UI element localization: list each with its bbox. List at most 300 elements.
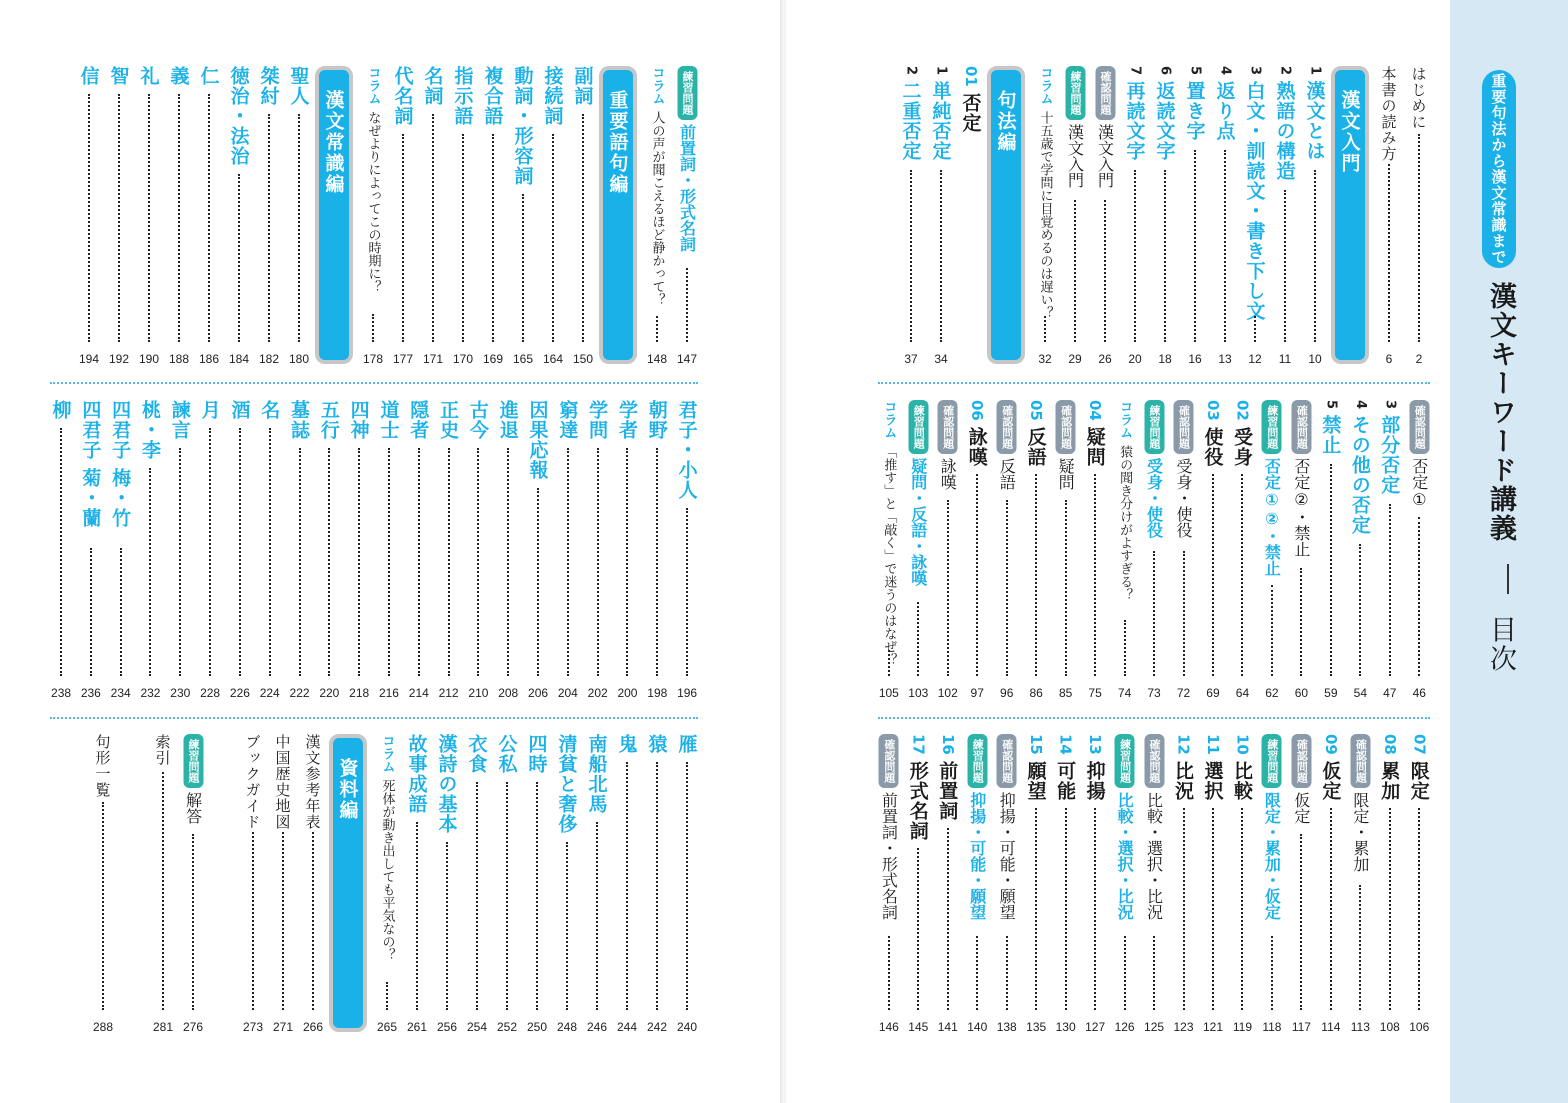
toc-entry-text (256, 66, 283, 106)
dot-leader (239, 428, 241, 676)
dot-leader (418, 448, 420, 676)
toc-entry[interactable] (495, 400, 521, 700)
toc-entry[interactable] (404, 734, 430, 1034)
dot-leader (1300, 568, 1302, 676)
toc-entry-text (995, 400, 1018, 490)
page-number: 72 (1176, 686, 1191, 700)
toc-entry[interactable] (644, 734, 670, 1034)
toc-entry-text (435, 400, 462, 440)
toc-entry[interactable] (524, 734, 550, 1034)
toc-entry[interactable] (180, 734, 206, 1034)
toc-entry[interactable] (965, 400, 990, 700)
keyword-title: 猿 (645, 734, 668, 754)
page-number: 69 (1206, 686, 1220, 700)
exercise-title: 比較・選択・比況 (1115, 792, 1135, 920)
toc-entry[interactable] (1062, 66, 1088, 366)
toc-entry-text (1349, 734, 1372, 872)
toc-entry[interactable] (1053, 400, 1078, 700)
chapter-number: 05 (1027, 400, 1046, 421)
toc-entry[interactable] (1032, 66, 1058, 366)
toc-entry[interactable] (1171, 400, 1196, 700)
toc-entry[interactable] (584, 734, 610, 1034)
exercise-title: 受身・使役 (1144, 458, 1164, 538)
column-tag: コラム (1037, 66, 1053, 105)
toc-entry[interactable] (994, 400, 1019, 700)
toc-entry[interactable] (1053, 734, 1078, 1034)
exercise-badge: 確認問題 (1095, 66, 1115, 120)
column-tag: コラム (1117, 400, 1133, 439)
toc-band-right-bottom (872, 734, 1432, 1034)
toc-entry-text (1094, 66, 1117, 188)
lesson-title: 漢文とは (1303, 81, 1326, 162)
toc-entry-text (1172, 400, 1195, 538)
toc-entry[interactable] (1377, 734, 1402, 1034)
dot-leader (118, 94, 120, 342)
toc-entry-text (1406, 734, 1433, 801)
lesson-number: 3 (1247, 66, 1263, 76)
toc-entry[interactable] (76, 66, 102, 366)
toc-entry[interactable] (935, 734, 960, 1034)
page-number: 145 (908, 1020, 929, 1034)
toc-entry[interactable] (374, 734, 400, 1034)
toc-entry[interactable] (360, 66, 386, 366)
toc-entry-text (1082, 734, 1109, 801)
lesson-number: 1 (1307, 66, 1323, 76)
chapter-title: 累加 (1378, 760, 1401, 801)
page-number: 238 (51, 686, 72, 700)
toc-entry[interactable] (316, 400, 342, 700)
section-label: 重要語句編 (606, 90, 629, 195)
toc-entry-text (1036, 66, 1055, 319)
toc-entry-text (1082, 400, 1109, 467)
toc-entry-text (936, 400, 959, 490)
toc-entry[interactable] (906, 400, 931, 700)
title-band (1450, 0, 1568, 1103)
dot-leader (1241, 808, 1243, 1010)
toc-entry-text (464, 734, 491, 774)
lesson-number: 4 (1352, 400, 1368, 410)
toc-entry[interactable] (420, 66, 446, 366)
toc-entry[interactable] (466, 400, 492, 700)
toc-entry-text (1152, 66, 1179, 161)
toc-entry[interactable] (615, 400, 641, 700)
chapter-number: 12 (1174, 734, 1193, 755)
page-number: 60 (1294, 686, 1309, 700)
keyword-title: 隠者 (407, 400, 430, 440)
exercise-title: 詠嘆 (938, 458, 958, 490)
toc-entry[interactable] (1112, 734, 1137, 1034)
dot-leader (1330, 464, 1332, 676)
chapter-title: 比較 (1230, 760, 1253, 801)
dot-leader (1284, 190, 1286, 342)
page-number: 226 (229, 686, 250, 700)
toc-entry[interactable] (1407, 400, 1432, 700)
toc-entry-text (405, 400, 432, 440)
toc-entry[interactable] (674, 400, 700, 700)
chapter-title: 受身 (1230, 426, 1253, 467)
page-number: 192 (108, 352, 130, 366)
dot-leader (162, 772, 164, 1010)
keyword-title: 桀紂 (257, 66, 280, 106)
toc-entry[interactable] (257, 400, 283, 700)
exercise-badge: 確認問題 (1144, 734, 1164, 788)
toc-entry[interactable] (1318, 400, 1343, 700)
toc-entry[interactable] (1182, 66, 1208, 366)
toc-entry[interactable] (464, 734, 490, 1034)
page-number: 34 (934, 352, 948, 366)
lesson-title: 禁止 (1319, 415, 1342, 456)
chapter-title: 抑揚 (1083, 760, 1106, 801)
page-number: 6 (1385, 352, 1393, 366)
toc-entry[interactable] (1302, 66, 1328, 366)
toc-entry[interactable] (270, 734, 296, 1034)
dot-leader (1006, 936, 1008, 1010)
entry-title: 中国歴史地図 (273, 734, 292, 830)
toc-entry[interactable] (1082, 400, 1107, 700)
dot-leader (1271, 936, 1273, 1010)
keyword-title: 諫言 (168, 400, 191, 440)
toc-entry[interactable] (965, 734, 990, 1034)
keyword-title: 酒 (228, 400, 251, 420)
toc-entry[interactable] (346, 400, 372, 700)
toc-entry[interactable] (286, 66, 312, 366)
dot-leader (1164, 170, 1166, 342)
page-number: 141 (937, 1020, 958, 1034)
toc-entry[interactable] (48, 400, 74, 700)
toc-entry-text (1376, 734, 1403, 801)
dot-leader (1359, 885, 1361, 1010)
toc-entry[interactable] (1289, 734, 1314, 1034)
toc-entry[interactable] (450, 66, 476, 366)
page-number: 232 (140, 686, 161, 700)
toc-entry[interactable] (166, 66, 192, 366)
toc-entry-text (226, 400, 253, 420)
toc-entry[interactable] (1212, 66, 1238, 366)
toc-entry-text (525, 400, 552, 480)
page-number: 20 (1128, 352, 1142, 366)
divider-right-2 (878, 717, 1430, 719)
dot-leader (947, 500, 949, 676)
toc-entry[interactable] (108, 400, 134, 700)
toc-entry[interactable] (540, 66, 566, 366)
entry-title: 本書の読み方 (1379, 66, 1398, 162)
exercise-title: 抑揚・可能・願望 (967, 792, 987, 920)
toc-entry[interactable] (876, 400, 901, 700)
toc-entry-text (554, 400, 581, 440)
section-bar-fill (599, 66, 637, 364)
dot-leader (1418, 808, 1420, 1010)
toc-entry-text (879, 400, 898, 666)
toc-entry[interactable] (78, 400, 104, 700)
keyword-title: 四君子 菊・蘭 (79, 400, 102, 528)
toc-entry-text (137, 400, 164, 460)
toc-entry[interactable] (1200, 734, 1225, 1034)
exercise-title: 仮定 (1291, 792, 1311, 824)
page-number: 188 (168, 352, 190, 366)
page-number: 184 (228, 352, 250, 366)
chapter-title: 限定 (1407, 760, 1430, 801)
toc-entry-text (1302, 66, 1329, 161)
page-number: 182 (258, 352, 280, 366)
dot-leader (1065, 500, 1067, 676)
chapter-title: 選択 (1201, 760, 1224, 801)
toc-entry[interactable] (138, 400, 164, 700)
chapter-number: 10 (1233, 734, 1252, 755)
dot-leader (656, 448, 658, 676)
page-number: 18 (1158, 352, 1172, 366)
lesson-title: 熟語の構造 (1273, 81, 1296, 182)
page-number: 178 (362, 352, 384, 366)
toc-entry-text (674, 400, 701, 500)
toc-entry[interactable] (436, 400, 462, 700)
chapter-title: 形式名詞 (906, 760, 929, 841)
exercise-title: 疑問 (1056, 458, 1076, 490)
toc-entry[interactable] (674, 66, 700, 366)
page-number: 208 (498, 686, 519, 700)
toc-entry-text (286, 66, 313, 106)
toc-entry[interactable] (106, 66, 132, 366)
dot-leader (1418, 517, 1420, 676)
column-title: 十五歳で学問に目覚めるのは遅い？ (1037, 111, 1053, 319)
toc-entry-text (964, 400, 991, 467)
column-title: なぜよりによってこの時期に？ (365, 111, 381, 293)
book-title-block (1481, 282, 1520, 674)
chapter-number: 14 (1056, 734, 1075, 755)
toc-entry[interactable] (994, 734, 1019, 1034)
toc-entry[interactable] (1242, 66, 1268, 366)
section-label: 句法編 (994, 90, 1017, 153)
page-number: 288 (92, 1020, 114, 1034)
keyword-title: 因果応報 (526, 400, 549, 480)
book-title: 漢文キーワード講義 (1485, 282, 1516, 543)
section-label: 漢文常識編 (322, 90, 345, 195)
toc-entry[interactable] (167, 400, 193, 700)
page-number: 75 (1088, 686, 1102, 700)
toc-entry[interactable] (1377, 400, 1402, 700)
column-tag: コラム (649, 66, 665, 105)
dot-leader (1418, 134, 1420, 342)
keyword-title: 四時 (525, 734, 548, 774)
keyword-title: 正史 (437, 400, 460, 440)
toc-entry[interactable] (1348, 734, 1373, 1034)
toc-entry[interactable] (1406, 66, 1432, 366)
toc-entry[interactable] (644, 66, 670, 366)
toc-entry-text (107, 400, 134, 528)
toc-entry[interactable] (1230, 400, 1255, 700)
section-header (312, 66, 356, 366)
toc-entry[interactable] (240, 734, 266, 1034)
toc-entry[interactable] (928, 66, 954, 366)
toc-entry-text (316, 400, 343, 440)
toc-entry[interactable] (136, 66, 162, 366)
toc-entry-text (1409, 66, 1430, 130)
toc-entry[interactable] (256, 66, 282, 366)
toc-entry[interactable] (570, 66, 596, 366)
dot-leader (476, 782, 478, 1010)
toc-entry[interactable] (876, 734, 901, 1034)
toc-entry[interactable] (1348, 400, 1373, 700)
chapter-number: 11 (1203, 734, 1222, 755)
keyword-title: 副詞 (571, 66, 594, 106)
toc-entry[interactable] (1259, 734, 1284, 1034)
keyword-title: 公私 (495, 734, 518, 774)
title-divider (1507, 564, 1509, 594)
dot-leader (372, 314, 374, 342)
dot-leader (686, 508, 688, 676)
keyword-title: 故事成語 (405, 734, 428, 814)
toc-entry[interactable] (1122, 66, 1148, 366)
toc-entry[interactable] (614, 734, 640, 1034)
toc-entry-text (48, 400, 75, 420)
toc-entry[interactable] (1259, 400, 1284, 700)
page-number: 29 (1068, 352, 1082, 366)
toc-entry[interactable] (1141, 734, 1166, 1034)
toc-entry[interactable] (554, 734, 580, 1034)
page-number: 74 (1117, 686, 1132, 700)
column-title: 人の声が聞こえるほど静かって？ (649, 111, 665, 306)
lesson-title: 再読文字 (1123, 81, 1146, 162)
toc-entry[interactable] (1023, 400, 1048, 700)
dot-leader (268, 114, 270, 342)
page-number: 47 (1383, 686, 1397, 700)
dot-leader (888, 650, 890, 676)
toc-entry[interactable] (300, 734, 326, 1034)
toc-entry[interactable] (226, 66, 252, 366)
toc-entry[interactable] (1023, 734, 1048, 1034)
dot-leader (178, 94, 180, 342)
page-number: 214 (408, 686, 429, 700)
toc-entry[interactable] (958, 66, 984, 366)
exercise-badge: 確認問題 (1291, 400, 1311, 454)
toc-entry[interactable] (1376, 66, 1402, 366)
toc-entry[interactable] (525, 400, 551, 700)
toc-entry[interactable] (644, 400, 670, 700)
lesson-number: 5 (1323, 400, 1339, 410)
page-number: 265 (376, 1020, 398, 1034)
dot-leader (1389, 504, 1391, 676)
section-label: 漢文入門 (1338, 90, 1361, 174)
dot-leader (209, 428, 211, 676)
toc-entry-text (1272, 66, 1299, 181)
dot-leader (88, 94, 90, 342)
toc-entry[interactable] (1152, 66, 1178, 366)
page-number: 198 (647, 686, 668, 700)
dot-leader (252, 832, 254, 1010)
toc-entry[interactable] (1230, 734, 1255, 1034)
toc-entry-text (378, 734, 397, 961)
chapter-number: 02 (1233, 400, 1252, 421)
chapter-number: 04 (1086, 400, 1105, 421)
toc-entry[interactable] (1082, 734, 1107, 1034)
toc-entry-text (166, 66, 193, 86)
toc-entry[interactable] (197, 400, 223, 700)
page-number: 190 (138, 352, 160, 366)
toc-entry-text (1023, 734, 1050, 801)
page-number: 103 (908, 686, 929, 700)
toc-entry[interactable] (406, 400, 432, 700)
toc-entry[interactable] (1171, 734, 1196, 1034)
lesson-title: 返読文字 (1153, 81, 1176, 162)
toc-entry[interactable] (390, 66, 416, 366)
page-number: 266 (302, 1020, 324, 1034)
toc-entry-text (136, 66, 163, 86)
dot-leader (1271, 585, 1273, 676)
page-number: 250 (526, 1020, 548, 1034)
page-number: 108 (1379, 1020, 1400, 1034)
page-number: 10 (1308, 352, 1322, 366)
toc-entry[interactable] (555, 400, 581, 700)
toc-entry[interactable] (227, 400, 253, 700)
dot-leader (1153, 936, 1155, 1010)
page-number: 117 (1291, 1020, 1311, 1034)
dot-leader (1124, 936, 1126, 1010)
toc-entry[interactable] (150, 734, 176, 1034)
toc-entry[interactable] (898, 66, 924, 366)
page-number: 196 (677, 686, 698, 700)
section-bar-fill (315, 66, 353, 364)
exercise-badge: 練習問題 (1115, 734, 1135, 788)
toc-entry[interactable] (1200, 400, 1225, 700)
toc-entry[interactable] (935, 400, 960, 700)
toc-entry[interactable] (510, 66, 536, 366)
toc-entry[interactable] (287, 400, 313, 700)
toc-entry[interactable] (906, 734, 931, 1034)
toc-entry[interactable] (1141, 400, 1166, 700)
toc-entry-text (243, 734, 264, 830)
page-number: 126 (1114, 1020, 1135, 1034)
toc-entry[interactable] (434, 734, 460, 1034)
toc-entry[interactable] (1289, 400, 1314, 700)
toc-entry[interactable] (376, 400, 402, 700)
chapter-title: 仮定 (1319, 760, 1342, 801)
toc-entry[interactable] (480, 66, 506, 366)
toc-entry[interactable] (1092, 66, 1118, 366)
chapter-number: 16 (938, 734, 957, 755)
toc-entry-text (1143, 734, 1166, 920)
dot-leader (298, 114, 300, 342)
dot-leader (102, 802, 104, 1010)
keyword-title: 君子・小人 (675, 400, 698, 500)
toc-entry-text (1052, 734, 1079, 801)
page-number: 165 (512, 352, 534, 366)
toc-entry-text (1242, 66, 1269, 321)
exercise-title: 限定・累加 (1350, 792, 1370, 872)
toc-entry[interactable] (196, 66, 222, 366)
toc-entry-text (375, 400, 402, 440)
toc-entry[interactable] (1112, 400, 1137, 700)
page-number: 11 (1278, 352, 1292, 366)
page-number: 46 (1412, 686, 1426, 700)
toc-entry-text (93, 734, 114, 798)
keyword-title: 動詞・形容詞 (511, 66, 534, 186)
chapter-title: 可能 (1054, 760, 1077, 801)
exercise-badge: 練習問題 (1144, 400, 1164, 454)
toc-entry[interactable] (90, 734, 116, 1034)
toc-entry[interactable] (1318, 734, 1343, 1034)
toc-entry-text (1229, 734, 1256, 801)
dot-leader (462, 134, 464, 342)
dot-leader (492, 134, 494, 342)
toc-entry[interactable] (1407, 734, 1432, 1034)
toc-entry[interactable] (674, 734, 700, 1034)
toc-entry[interactable] (1272, 66, 1298, 366)
page-number: 169 (482, 352, 504, 366)
toc-entry[interactable] (585, 400, 611, 700)
exercise-badge: 確認問題 (997, 400, 1017, 454)
page-number: 230 (170, 686, 191, 700)
chapter-number: 17 (909, 734, 928, 755)
toc-entry[interactable] (494, 734, 520, 1034)
